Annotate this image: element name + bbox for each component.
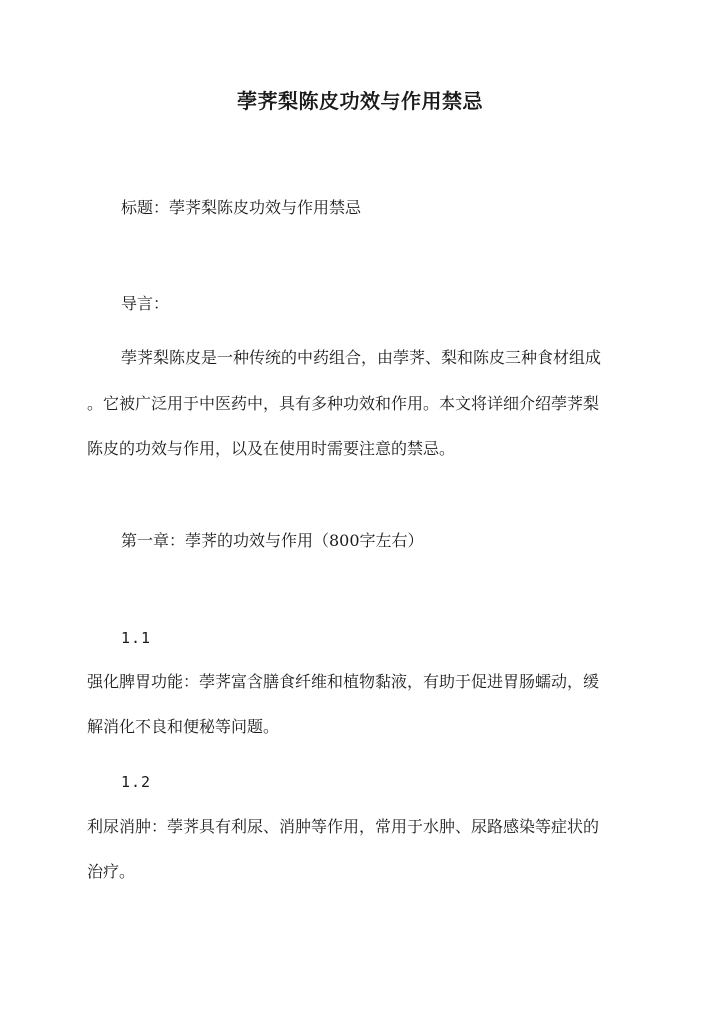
section-text-line: 治疗。 [87,862,136,881]
subtitle-line: 标题：荸荠梨陈皮功效与作用禁忌 [121,198,362,217]
intro-line: 荸荠梨陈皮是一种传统的中药组合，由荸荠、梨和陈皮三种食材组成 [121,348,602,367]
intro-line: 陈皮的功效与作用，以及在使用时需要注意的禁忌。 [87,439,456,458]
chapter-heading: 第一章：荸荠的功效与作用（800字左右） [121,531,424,550]
section-number: 1.1 [121,629,152,647]
section-text-line: 强化脾胃功能：荸荠富含膳食纤维和植物黏液，有助于促进胃肠蠕动，缓 [87,672,600,691]
document-title: 荸荠梨陈皮功效与作用禁忌 [237,89,483,113]
intro-line: 。它被广泛用于中医药中，具有多种功效和作用。本文将详细介绍荸荠梨 [87,394,600,413]
section-number: 1.2 [121,773,152,791]
intro-heading: 导言： [121,294,170,313]
section-text-line: 解消化不良和便秘等问题。 [87,717,280,736]
section-text-line: 利尿消肿：荸荠具有利尿、消肿等作用，常用于水肿、尿路感染等症状的 [87,817,600,836]
